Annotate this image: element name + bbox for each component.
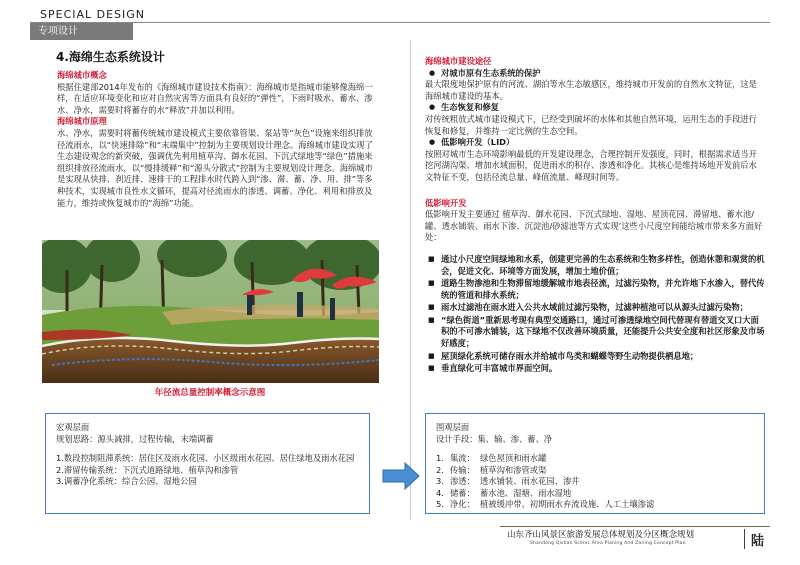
approach-text-3: 按照对城市生态环境影响最低的开发建设理念，合理控制开发强度，同时，根据需求适当开挖河湖沟渠、增加水域面积，促进雨水的积存、渗透和净化。其核心是维持场地开发前后水文特征不变，包括径流总量、峰值流量、峰现时间等。 (425, 148, 757, 182)
approach-bullet-2: ● 生态恢复和修复 (425, 102, 765, 114)
macro-level-box (45, 413, 370, 514)
approach-heading: 海绵城市建设途径 (425, 56, 492, 66)
lid-heading: 低影响开发 (425, 197, 467, 208)
list-item: 4. 储蓄： 蓄水池、湿塘、雨水湿地 (436, 487, 572, 498)
macro-idea: 规划思路：源头减排，过程传输，末端调蓄 (56, 433, 214, 444)
list-item: ■ 屋顶绿化系统可储存雨水并给城市鸟类和蝴蝶等野生动物提供栖息地； (425, 351, 765, 363)
lid-paragraph: 低影响开发主要通过 植草沟、御水花园、下沉式绿地、湿地、屋顶花园、滞留地、蓄水池/罐、透水铺装、雨水下渗、沉淀池/砂滤池等方式实现’这些小尺度空间能给城市带来多方面好处： (425, 209, 763, 243)
macro-item: 2.滞留传输系统：下沉式道路绿地、植草沟和渗管 (56, 464, 239, 475)
macro-title: 宏观层面 (56, 422, 90, 432)
approach-text-2: 对传统粗放式城市建设模式下，已经受到破坏的水体和其他自然环境，运用生态的手段进行恢复和修复，并维持一定比例的生态空间。 (425, 113, 757, 136)
approach-bullet-1: ● 对城市原有生态系统的保护 (425, 68, 765, 80)
footer-subtitle: Shandong Qishan Scenic Area Planing And Zoning Concept Plan (530, 541, 686, 546)
list-item: ■ 道路生物渗池和生物滞留地缓解城市地表径流，过滤污染物，并允许地下水渗入，替代传统的管道和排水系统； (425, 278, 765, 301)
list-item: 5. 净化： 植被缓冲带、初期雨水弃流设施、人工土壤渗滤 (436, 499, 655, 509)
approach-text-1: 最大限度地保护原有的河流、湖泊等水生态敏感区，维持城市开发前的自然水文特征，这是海绵城市建设的基本。 (425, 79, 757, 101)
principle-heading: 海绵城市原理 (57, 116, 107, 127)
approach-bullet-3: ● 低影响开发（LID） (425, 137, 765, 149)
principle-paragraph: 水、净水，需要时将蓄传统城市建设模式主要依靠管渠、泵站等“灰色”设施来组织排放径流雨水，以“快速排除”和“末端集中”控制为主要规划设计理念。海绵城市建设实现了生态建设观念的新突破，强调优先利用植草沟、御水花园、下沉式绿地等“绿色”措施来组织排放径流雨水，以“慢排缓释”和“源头分散式”控制为主要规划设计理念。海绵城市是实现从快排、刹近排、速排干的工程排水时代跨入到“渗、滞、蓄、净、用、排”等多种技术，实现城市良性水文循环，提高对径流雨水的渗透、调蓄、净化、利用和排放及能力，维持或恢复城市的“海绵”功能。 (57, 127, 373, 208)
left-text-column (57, 70, 379, 209)
concept-paragraph: 根据住建部2014年发布的《海绵城市建设技术指南》：海绵城市是指城市能够像海绵一样，在适应环境变化和应对自然灾害等方面具有良好的“弹性”，下雨时吸水、蓄水、渗水、净水，需要时将蓄存的水“释放”并加以利用。 (57, 81, 373, 115)
park-illustration (42, 240, 379, 383)
list-item: 2. 传输： 植草沟和渗管或渠 (436, 464, 547, 475)
list-item: ■ 垂直绿化可丰富城市界面空间。 (425, 363, 765, 375)
header-divider (30, 22, 770, 23)
benefits-list (425, 254, 765, 375)
diagram-caption: 年径流总量控制率概念示意图 (154, 388, 266, 398)
footer-divider (500, 526, 770, 527)
list-item: ■ 通过小尺度空间绿地和水系，创建更完善的生态系统和生物多样性，创造休憩和观赏的机会，促进文化、环境等方面发展，增加土地价值； (425, 254, 765, 277)
right-arrow-icon (381, 461, 421, 491)
macro-item: 3.调蓄净化系统：综合公园、湿地公园 (56, 476, 197, 486)
list-item: ■ 雨水过滤池在雨水进入公共水域前过滤污染物，过滤种植池可以从源头过滤污染物； (425, 302, 765, 314)
list-item: 1. 集流： 绿色屋顶和雨水罐 (436, 453, 547, 463)
micro-title: 围观层面 (436, 422, 470, 432)
page-number: 陆 (751, 534, 765, 549)
micro-means: 设计手段：集、输、渗、蓄、净 (436, 433, 553, 444)
column-divider (410, 40, 411, 520)
section-title: 4.海绵生态系统设计 (56, 50, 165, 64)
footer-separator (744, 529, 745, 549)
header-subtitle: 专项设计 (30, 23, 133, 40)
header-title: SPECIAL DESIGN (40, 8, 146, 21)
right-text-column (425, 56, 765, 376)
macro-item: 1.数段控制阻滞系统：居住区及雨水花园、小区级雨水花园、居住绿地及雨水花园 (56, 453, 355, 463)
list-item: ■ “绿色街道”重新思考现有典型交通路口，通过可渗透绿地空间代替现有替道交叉口大面积的不可渗水铺装，这下绿地不仅改善环境质量，还能提升公共安全度和社区形象及市场好感度； (425, 315, 765, 350)
list-item: 3. 渗透： 透水铺装、雨水花园、渗井 (436, 476, 580, 486)
sponge-park-rendering (42, 240, 379, 383)
footer-title: 山东齐山风景区旅游发展总体规划及分区概念规划 (507, 530, 695, 540)
concept-heading: 海绵城市概念 (57, 70, 107, 80)
micro-level-box (425, 413, 765, 514)
